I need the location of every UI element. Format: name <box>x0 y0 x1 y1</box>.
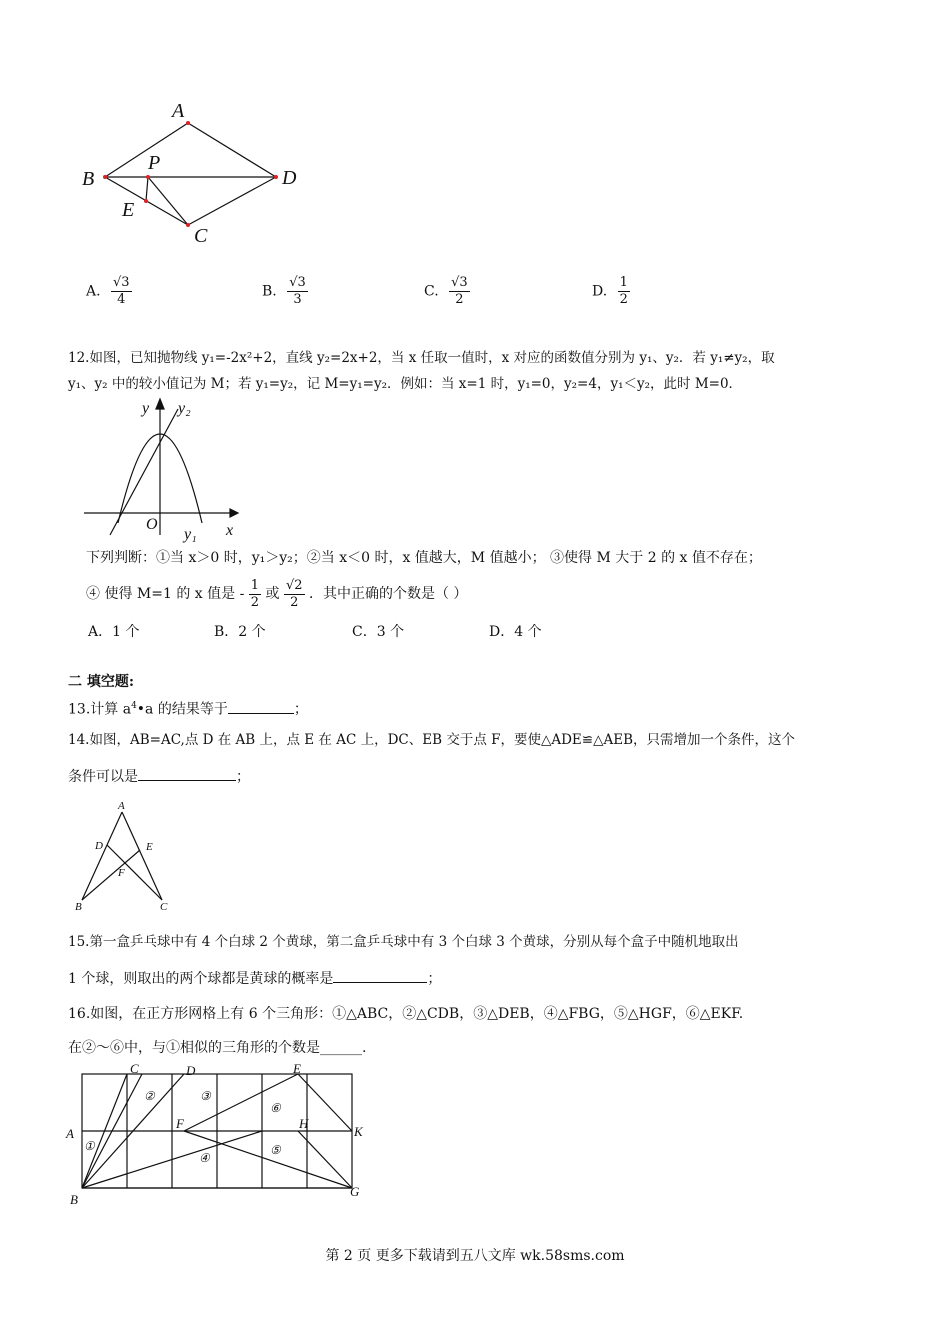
q12-label-o: O <box>146 516 158 533</box>
q16-label-g: G <box>350 1184 360 1199</box>
q12-judge-frac1: $\frac{1}{2}$ <box>250 577 260 610</box>
section-title: 二 填空题: <box>68 674 135 690</box>
q16-num-5: ⑤ <box>270 1143 281 1157</box>
q16-label-a: A <box>66 1126 74 1141</box>
q11-label-p: P <box>148 152 161 174</box>
q12-label-y1: y₁ <box>184 526 197 543</box>
q16-num-4: ④ <box>199 1151 210 1165</box>
q12-option-d: D．4 个 <box>489 624 542 640</box>
q12-label-y2: y₂ <box>178 400 191 417</box>
q16-line1: 16.如图，在正方形网格上有 6 个三角形：①△ABC，②△CDB，③△DEB，④△FBG，⑤△HGF，⑥△EKF. <box>68 1006 744 1022</box>
footer: 第 2 页 更多下载请到五八文库 wk.58sms.com <box>325 1248 625 1264</box>
q14-label-b: B <box>75 901 82 913</box>
q12-label-y: y <box>142 400 150 417</box>
q14-line1: 14.如图，AB=AC,点 D 在 AB 上，点 E 在 AC 上，DC、EB 交于点 F，要使△ADE≌△AEB，只需增加一个条件，这个 <box>68 732 796 748</box>
q14-label-d: D <box>95 840 103 852</box>
q14-label-a: A <box>118 800 125 812</box>
q14-figure <box>70 798 190 916</box>
q11-option-d: D. $\frac{1}{2}$ <box>592 275 628 307</box>
q12-option-c: C．3 个 <box>352 624 405 640</box>
q15-line1: 15.第一盒乒乓球中有 4 个白球 2 个黄球，第二盒乒乓球中有 3 个白球 3 个黄球，分别从每个盒子中随机地取出 <box>68 934 739 950</box>
q12-judge-line: 下列判断：①当 x＞0 时，y₁＞y₂；②当 x＜0 时，x 值越大，M 值越小； ③使得 M 大于 2 的 x 值不存在； <box>86 550 762 566</box>
q16-label-b: B <box>70 1192 78 1207</box>
q14-line2: 条件可以是 ； <box>68 766 250 787</box>
q16-num-2: ② <box>144 1089 155 1103</box>
q12-figure <box>80 395 245 545</box>
q16-num-1: ① <box>84 1139 95 1153</box>
q12-option-a: A．1 个 <box>88 624 140 640</box>
q12-judge-line2: ④ 使得 M=1 的 x 值是 - $\frac{1}{2}$ 或 $\frac{√2}{2}$ ．其中正确的个数是（ ） <box>86 577 468 610</box>
q16-num-6: ⑥ <box>270 1101 281 1115</box>
q11-label-d: D <box>282 167 297 189</box>
q12-label-x: x <box>226 522 234 539</box>
q14-label-c: C <box>160 901 168 913</box>
q16-label-h: H <box>299 1116 309 1131</box>
q16-num-3: ③ <box>200 1089 211 1103</box>
q13-line: 13.计算 $a^4•a$ 的结果等于 ； <box>68 696 308 720</box>
q14-label-e: E <box>146 841 153 853</box>
q16-label-e: E <box>293 1062 301 1076</box>
q15-line2: 1 个球，则取出的两个球都是黄球的概率是 ； <box>68 968 441 989</box>
q12-option-b: B．2 个 <box>214 624 266 640</box>
q11-label-c: C <box>194 225 208 247</box>
q16-label-c: C <box>130 1062 139 1076</box>
q12-line1: 12.如图，已知抛物线 y₁=-2x²+2，直线 y₂=2x+2，当 x 任取一值时，x 对应的函数值分别为 y₁、y₂．若 y₁≠y₂，取 <box>68 350 775 366</box>
q11-option-a: A. $\frac{√3}{4}$ <box>86 275 130 307</box>
q11-label-b: B <box>82 168 95 190</box>
q11-label-a: A <box>172 100 185 122</box>
q16-line2: 在②～⑥中，与①相似的三角形的个数是______. <box>68 1040 367 1056</box>
q11-label-e: E <box>122 199 135 221</box>
q16-label-k: K <box>354 1124 363 1139</box>
q14-label-f: F <box>118 867 125 879</box>
q12-judge-frac2: $\frac{√2}{2}$ <box>285 577 303 610</box>
q11-figure <box>78 95 318 250</box>
q11-option-c: C. $\frac{√3}{2}$ <box>424 275 468 307</box>
q16-label-d: D <box>186 1063 196 1078</box>
q12-line2: y₁、y₂ 中的较小值记为 M；若 y₁=y₂，记 M=y₁=y₂．例如：当 x=1 时，y₁=0，y₂=4，y₁＜y₂，此时 M=0． <box>68 376 743 392</box>
q16-figure <box>64 1062 374 1210</box>
q11-option-b: B. $\frac{√3}{3}$ <box>262 275 306 307</box>
q16-label-f: F <box>176 1116 184 1131</box>
